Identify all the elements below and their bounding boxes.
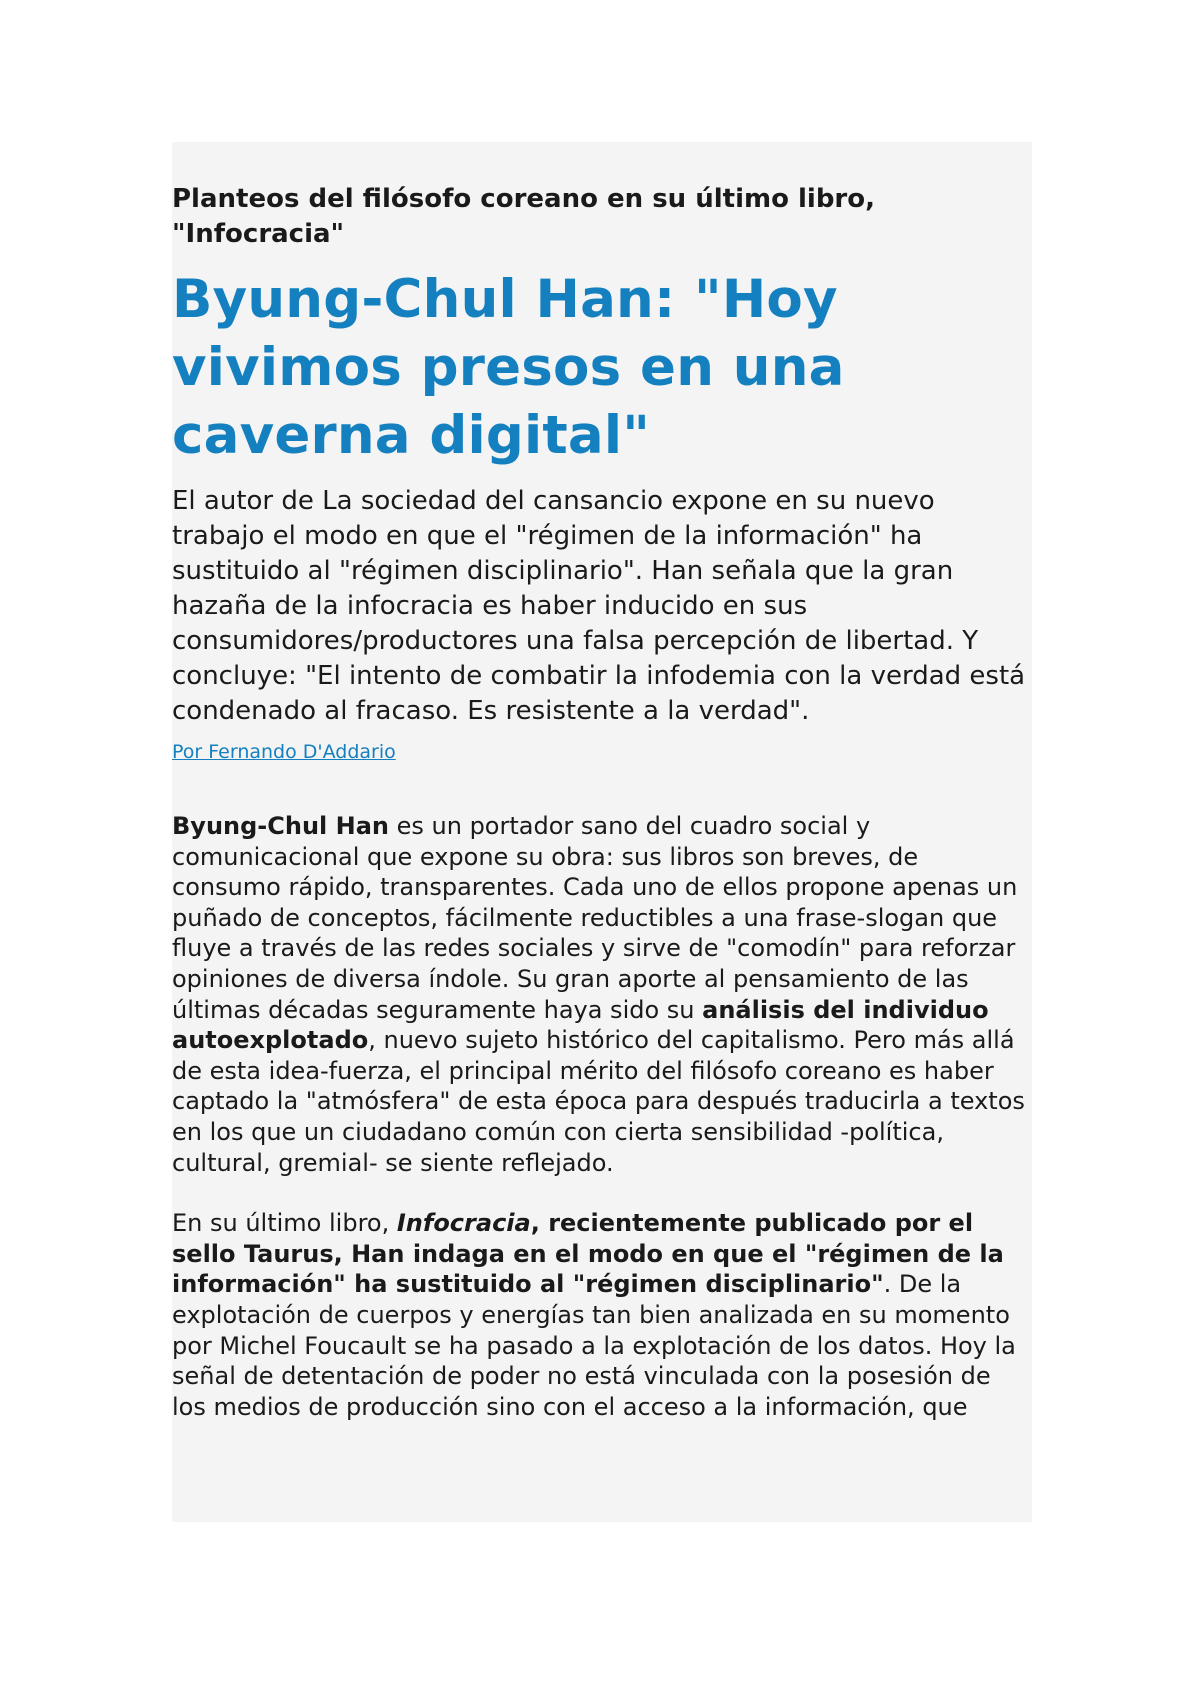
author-link[interactable]: Por Fernando D'Addario [172,741,396,763]
paragraph-2-text-a: En su último libro, [172,1209,397,1238]
article [172,182,1032,1422]
paragraph-1-text-c: , nuevo sujeto histórico del capitalismo. Pero más allá de esta idea-fuerza, el principal mérito del filósofo coreano es haber captado la "atmósfera" de esta época para después traducirla a textos en los que un ciudadano común con cierta sensibilidad -política, cultural, gremial- se siente reflejado. [172,1026,1025,1177]
body-paragraph-2 [172,1208,1032,1422]
body-paragraph-1 [172,811,1032,1178]
article-subhead: El autor de La sociedad del cansancio expone en su nuevo trabajo el modo en que el "régimen de la información" ha sustituido al "régimen disciplinario". Han señala que la gran hazaña de la infocracia es haber inducido en sus consumidores/productores una falsa percepción de libertad. Y concluye: "El intento de combatir la infodemia con la verdad está condenado al fracaso. Es resistente a la verdad". [172,486,1026,726]
paragraph-2-emphasis: , recientemente publicado por el sello Taurus, Han indaga en el modo en que el "régimen de la información" ha sustituido al "régimen disciplinario" [172,1209,1004,1299]
paragraph-1-text-a: es un portador sano del cuadro social y comunicacional que expone su obra: sus libros son breves, de consumo rápido, transparentes. Cada uno de ellos propone apenas un puñado de conceptos, fácilmente reductibles a una frase-slogan que fluye a través de las redes sociales y sirve de "comodín" para reforzar opiniones de diversa índole. Su gran aporte al pensamiento de las últimas décadas seguramente haya sido su [172,812,1018,1024]
book-title: Infocracia [396,1209,531,1238]
article-kicker: Planteos del filósofo coreano en su último libro, "Infocracia" [172,184,875,249]
document-page [172,142,1032,1522]
article-headline: Byung-Chul Han: "Hoy vivimos presos en una caverna digital" [172,269,845,466]
byline [172,739,1032,765]
paragraph-2-text-d: . De la explotación de cuerpos y energías tan bien analizada en su momento por Michel Foucault se ha pasado a la explotación de los datos. Hoy la señal de detentación de poder no está vinculada con la posesión de los medios de producción sino con el acceso a la información, que [172,1270,1016,1421]
paragraph-1-emphasis: análisis del individuo autoexplotado [172,995,989,1055]
paragraph-1-lead: Byung-Chul Han [172,812,389,840]
